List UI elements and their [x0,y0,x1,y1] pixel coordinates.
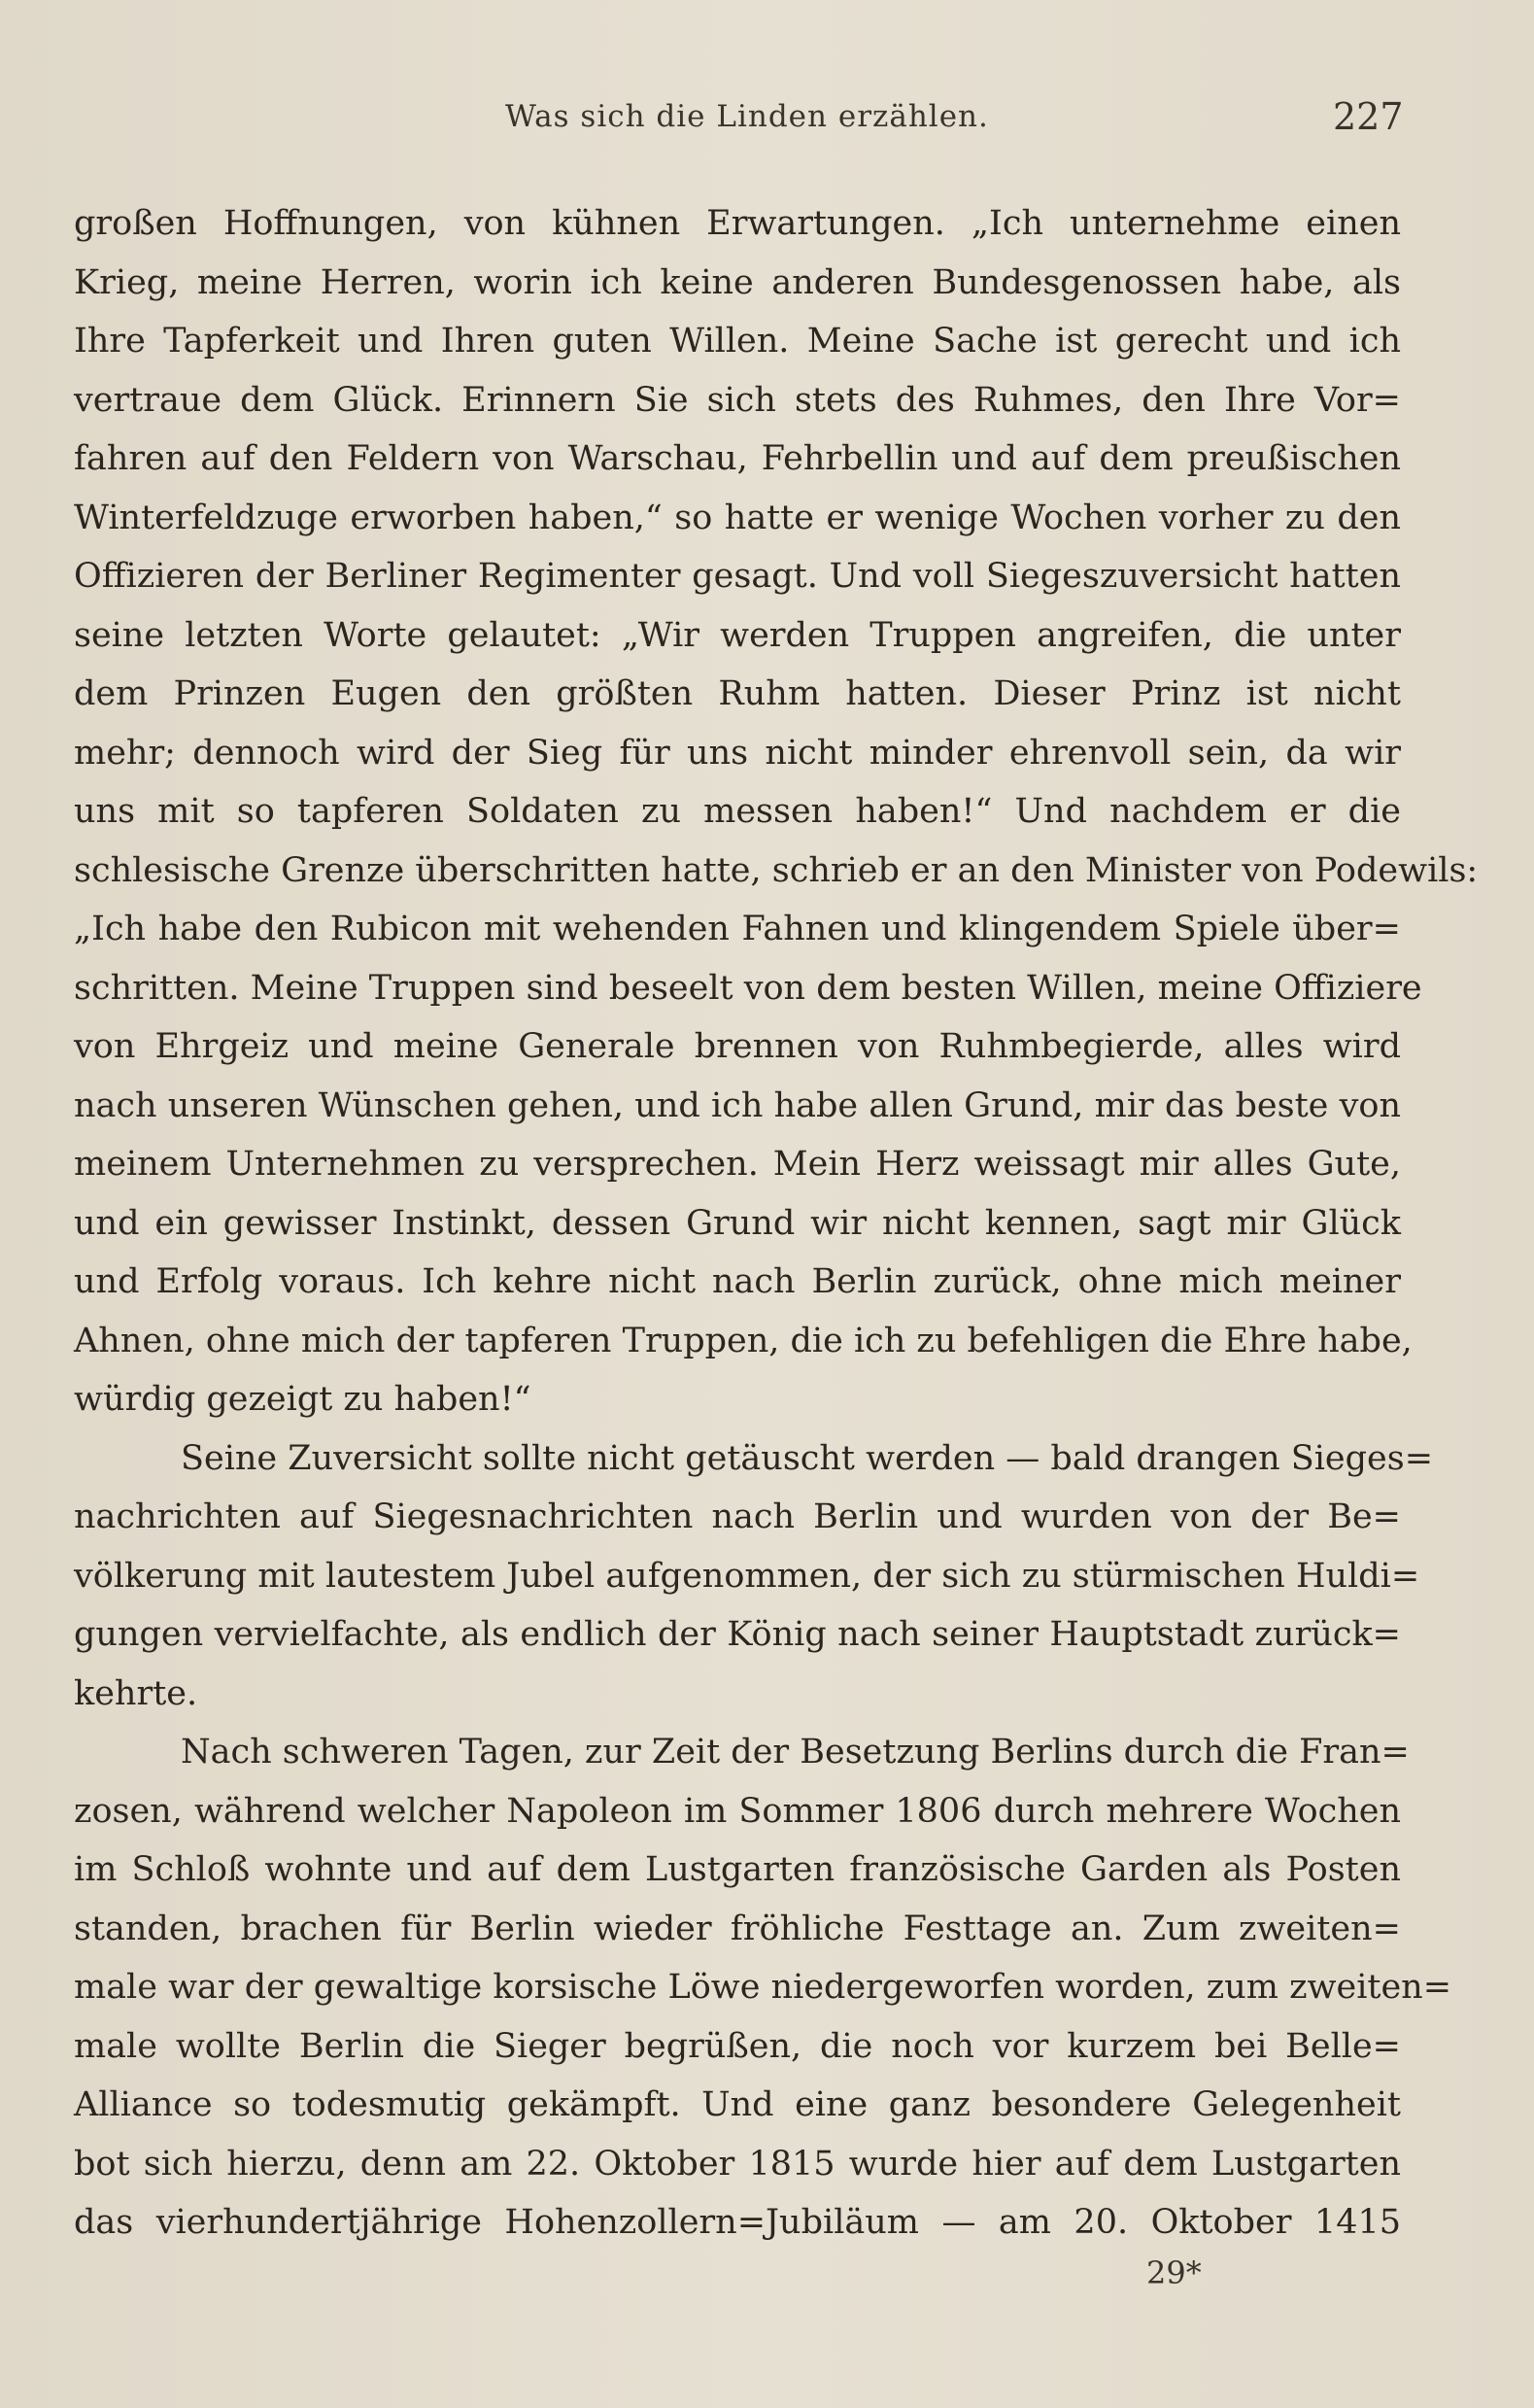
text-line: im Schloß wohnte und auf dem Lustgarten französische Garden als Posten [74,1850,1401,1889]
text-line: Offizieren der Berliner Regimenter gesagt. Und voll Siegeszuversicht hatten [74,557,1401,596]
text-line: fahren auf den Feldern von Warschau, Fehrbellin und auf dem preußischen [74,439,1401,478]
text-line: Krieg, meine Herren, worin ich keine anderen Bundesgenossen habe, als [74,262,1401,302]
text-line: das vierhundertjährige Hohenzollern=Jubiläum — am 20. Oktober 1415 [74,2203,1401,2242]
text-line: nach unseren Wünschen gehen, und ich habe allen Grund, mir das beste von [74,1085,1401,1125]
body-text [74,194,1479,2253]
text-line: Alliance so todesmutig gekämpft. Und eine ganz besondere Gelegenheit [74,2085,1401,2124]
text-line: Ihre Tapferkeit und Ihren guten Willen. Meine Sache ist gerecht und ich [74,322,1401,361]
signature-mark: 29* [1146,2254,1202,2291]
text-line: male war der gewaltige korsische Löwe niedergeworfen worden, zum zweiten= [74,1968,1452,2007]
text-line: würdig gezeigt zu haben!“ [74,1380,531,1419]
paragraph-start-line: Seine Zuversicht sollte nicht getäuscht werden — bald drangen Sieges= [181,1438,1434,1478]
text-line: nachrichten auf Siegesnachrichten nach Berlin und wurden von der Be= [74,1497,1401,1536]
text-line: seine letzten Worte gelautet: „Wir werden Truppen angreifen, die unter [74,615,1401,655]
text-line: mehr; dennoch wird der Sieg für uns nicht minder ehrenvoll sein, da wir [74,733,1401,773]
text-line: großen Hoffnungen, von kühnen Erwartungen. „Ich unternehme einen [74,204,1401,243]
text-line: dem Prinzen Eugen den größten Ruhm hatten. Dieser Prinz ist nicht [74,674,1401,713]
text-line: zosen, während welcher Napoleon im Sommer 1806 durch mehrere Wochen [74,1791,1401,1831]
text-line: schritten. Meine Truppen sind beseelt von dem besten Willen, meine Offiziere [74,968,1422,1008]
text-line: Winterfeldzuge erworben haben,“ so hatte er wenige Wochen vorher zu den [74,498,1401,537]
running-title: Was sich die Linden erzählen. [505,99,989,134]
paragraph-start-line: Nach schweren Tagen, zur Zeit der Besetzung Berlins durch die Fran= [181,1733,1410,1772]
text-line: standen, brachen für Berlin wieder fröhliche Festtage an. Zum zweiten= [74,1909,1401,1948]
page-number: 227 [1333,95,1404,138]
text-line: von Ehrgeiz und meine Generale brennen von Ruhmbegierde, alles wird [74,1027,1401,1066]
text-line: vertraue dem Glück. Erinnern Sie sich stets des Ruhmes, den Ihre Vor= [74,380,1401,420]
text-line: meinem Unternehmen zu versprechen. Mein Herz weissagt mir alles Gute, [74,1145,1401,1184]
text-line: gungen vervielfachte, als endlich der König nach seiner Hauptstadt zurück= [74,1615,1401,1654]
text-line: und ein gewisser Instinkt, dessen Grund wir nicht kennen, sagt mir Glück [74,1203,1401,1243]
text-line: Ahnen, ohne mich der tapferen Truppen, die ich zu befehligen die Ehre habe, [74,1321,1413,1360]
text-line: völkerung mit lautestem Jubel aufgenommen, der sich zu stürmischen Huldi= [74,1556,1420,1596]
text-line: kehrte. [74,1673,198,1713]
text-line: „Ich habe den Rubicon mit wehenden Fahnen und klingendem Spiele über= [74,910,1401,948]
text-line: bot sich hierzu, denn am 22. Oktober 1815 wurde hier auf dem Lustgarten [74,2144,1401,2184]
text-line: uns mit so tapferen Soldaten zu messen haben!“ Und nachdem er die [74,792,1401,831]
text-line: und Erfolg voraus. Ich kehre nicht nach Berlin zurück, ohne mich meiner [74,1262,1401,1301]
text-line: male wollte Berlin die Sieger begrüßen, die noch vor kurzem bei Belle= [74,2026,1401,2066]
text-line: schlesische Grenze überschritten hatte, schrieb er an den Minister von Podewils: [74,850,1479,890]
